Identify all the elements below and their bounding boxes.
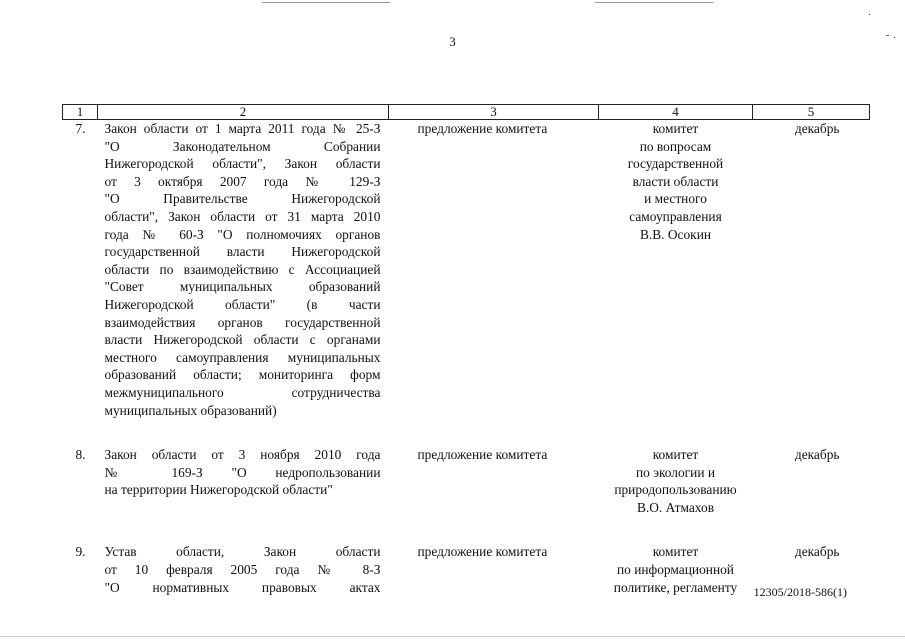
scan-mark: ·	[868, 10, 872, 21]
scan-mark: -	[886, 30, 890, 41]
responsible-committee	[599, 446, 753, 516]
responsible-line: государственной	[627, 156, 724, 172]
law-title-line: от 3 октября 2007 года № 129-З	[104, 173, 381, 189]
deadline: декабрь	[794, 544, 840, 560]
responsible-line: самоуправления	[629, 208, 722, 224]
law-title-line: "О нормативных правовых актах	[104, 579, 381, 595]
column-header: 4	[599, 105, 753, 120]
row-number: 8.	[75, 447, 86, 463]
responsible-committee	[599, 120, 753, 420]
law-title-line: местного самоуправления муниципальных	[104, 349, 381, 365]
deadline: декабрь	[794, 447, 840, 463]
page-number: 3	[449, 34, 456, 49]
initiative-basis: предложение комитета	[417, 544, 548, 560]
row-spacer	[63, 516, 870, 543]
row-number: 7.	[75, 121, 86, 136]
law-title-line: Нижегородской области" (в части	[104, 296, 381, 312]
law-title-line: власти Нижегородской области с органами	[104, 332, 381, 348]
responsible-committee	[599, 543, 753, 596]
bottom-border-line	[0, 636, 905, 637]
law-title-line: области по взаимодействию с Ассоциацией	[104, 261, 381, 277]
column-header: 3	[389, 105, 599, 120]
responsible-line: по экологии и	[635, 464, 716, 480]
row-spacer	[63, 419, 870, 446]
initiative-basis: предложение комитета	[417, 447, 548, 463]
responsible-line: власти области	[632, 173, 719, 189]
initiative-basis: предложение комитета	[417, 121, 548, 136]
responsible-line: комитет	[652, 447, 699, 463]
law-title	[98, 120, 389, 420]
responsible-line: политике, регламенту	[613, 579, 738, 595]
law-title-line: "О Правительстве Нижегородской	[104, 191, 381, 207]
law-title-line: Устав области, Закон области	[104, 544, 381, 560]
law-title-line: взаимодействия органов государственной	[104, 314, 381, 330]
table-row	[63, 543, 870, 596]
law-title-line: Нижегородской области", Закон области	[104, 156, 381, 172]
law-title-line: Закон области от 3 ноября 2010 года	[104, 447, 381, 463]
responsible-line: по информационной	[617, 562, 734, 578]
responsible-line: комитет	[652, 544, 699, 560]
column-header: 2	[98, 105, 389, 120]
law-title-line: года № 60-З "О полномочиях органов	[104, 226, 381, 242]
law-title-line: "О Законодательном Собрании	[104, 138, 381, 154]
law-title-line: Закон области от 1 марта 2011 года № 25-З	[104, 121, 381, 136]
law-title-line: межмуниципального сотрудничества	[104, 384, 381, 400]
column-header: 1	[63, 105, 98, 120]
table-row	[63, 446, 870, 516]
law-title-line: "Совет муниципальных образований	[104, 279, 381, 295]
column-header: 5	[753, 105, 870, 120]
table-row	[63, 120, 870, 420]
deadline: декабрь	[794, 121, 840, 136]
legislation-plan-table	[62, 104, 870, 596]
law-title-line: области", Закон области от 31 марта 2010	[104, 208, 381, 224]
law-title-line: № 169-З "О недропользовании	[104, 464, 381, 480]
law-title-line: государственной власти Нижегородской	[104, 244, 381, 260]
responsible-line: комитет	[652, 121, 699, 136]
law-title	[98, 543, 389, 596]
law-title	[98, 446, 389, 516]
registration-number: 12305/2018-586(1)	[753, 585, 847, 599]
responsible-line: природопользованию	[614, 482, 737, 498]
row-number: 9.	[75, 544, 86, 560]
responsible-line: В.О. Атмахов	[636, 499, 715, 515]
law-title-line: от 10 февраля 2005 года № 8-З	[104, 562, 381, 578]
top-border-line	[262, 2, 390, 3]
responsible-line: и местного	[644, 191, 707, 207]
law-title-line: на территории Нижегородской области"	[104, 482, 333, 498]
law-title-line: образований области; мониторинга форм	[104, 367, 381, 383]
header-row	[63, 105, 870, 120]
law-title-line: муниципальных образований)	[104, 402, 277, 418]
scan-mark: ·	[893, 33, 897, 44]
responsible-line: В.В. Осокин	[639, 226, 712, 242]
responsible-line: по вопросам	[639, 138, 712, 154]
top-border-line	[595, 2, 713, 3]
